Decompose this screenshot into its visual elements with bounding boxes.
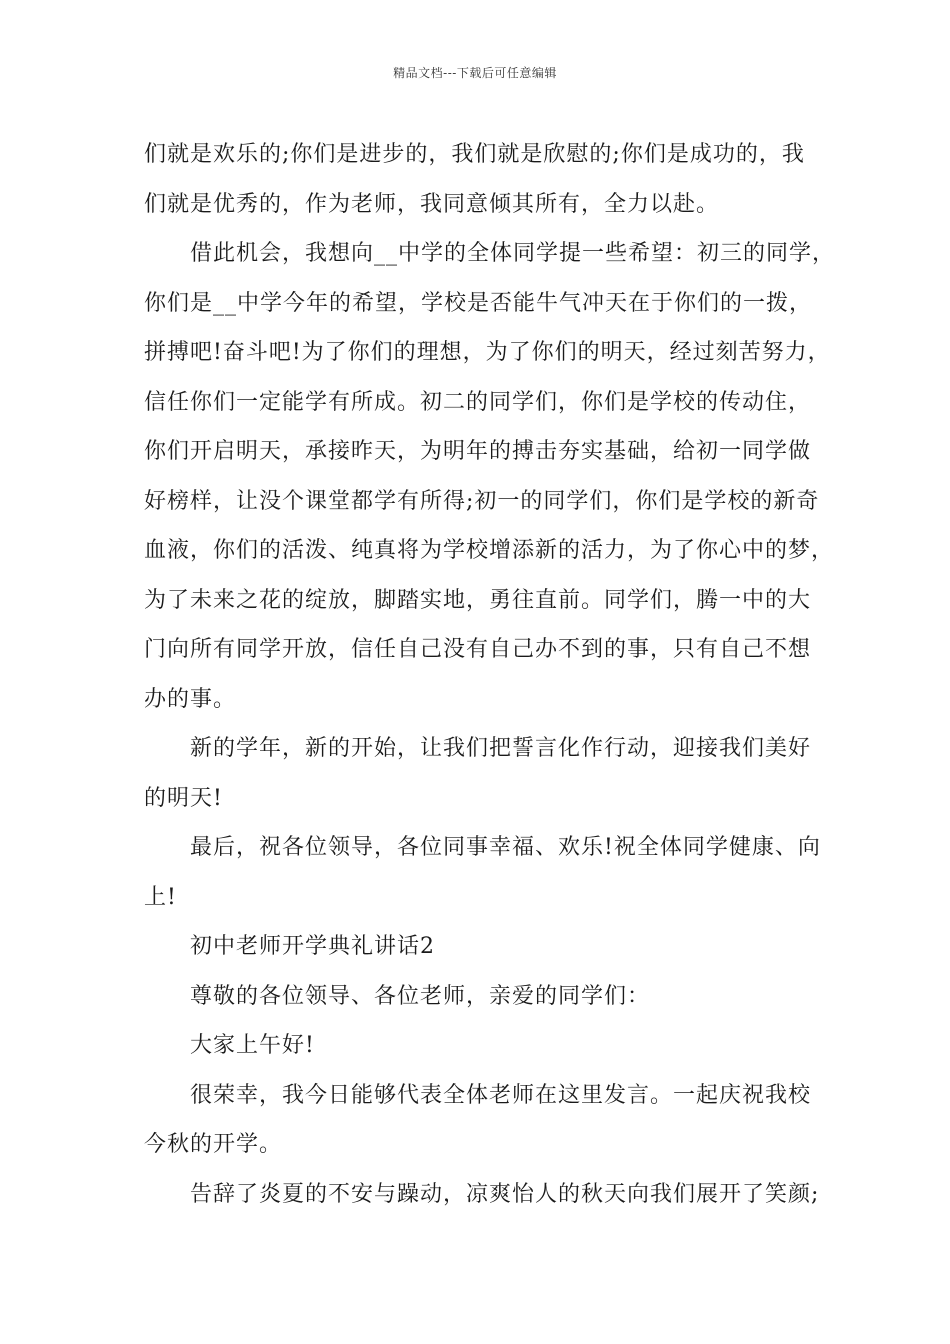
text-line: 们就是欢乐的;你们是进步的，我们就是欣慰的;你们是成功的，我 — [144, 142, 805, 167]
text-line: 信任你们一定能学有所成。初二的同学们，你们是学校的传动住， — [144, 389, 812, 415]
paragraph-start-line: 很荣幸，我今日能够代表全体老师在这里发言。一起庆祝我校 — [190, 1082, 812, 1108]
text-line: 拼搏吧!奋斗吧!为了你们的理想，为了你们的明天，经过刻苦努力， — [144, 340, 831, 365]
text-line: 门向所有同学开放，信任自己没有自己办不到的事，只有自己不想 — [144, 637, 812, 662]
paragraph-start-line: 最后，祝各位领导，各位同事幸福、欢乐!祝全体同学健康、向 — [190, 835, 821, 860]
text-line: 办的事。 — [144, 686, 237, 712]
text-line: 的明天! — [144, 785, 223, 811]
paragraph-start-line: 借此机会，我想向__中学的全体同学提一些希望：初三的同学， — [190, 241, 836, 266]
text-line: 你们是__中学今年的希望，学校是否能牛气冲天在于你们的一拨， — [144, 290, 813, 316]
paragraph-start-line: 新的学年，新的开始，让我们把誓言化作行动，迎接我们美好 — [190, 736, 812, 761]
document-body — [144, 130, 836, 1219]
paragraph-start-line: 告辞了炎夏的不安与躁动，凉爽怡人的秋天向我们展开了笑颜; — [190, 1181, 820, 1207]
section-title: 初中老师开学典礼讲话2 — [190, 934, 435, 959]
text-line: 为了未来之花的绽放，脚踏实地，勇往直前。同学们，腾一中的大 — [144, 587, 812, 613]
text-line: 好榜样，让没个课堂都学有所得;初一的同学们，你们是学校的新奇 — [144, 488, 820, 514]
greeting-line: 大家上午好! — [190, 1033, 315, 1058]
text-line: 们就是优秀的，作为老师，我同意倾其所有，全力以赴。 — [144, 191, 720, 217]
text-line: 你们开启明天，承接昨天，为明年的搏击夯实基础，给初一同学做 — [144, 439, 812, 464]
page-header: 精品文档---下载后可任意编辑 — [393, 66, 557, 80]
text-line: 血液，你们的活泼、纯真将为学校增添新的活力，为了你心中的梦， — [144, 538, 835, 563]
salutation-line: 尊敬的各位领导、各位老师，亲爱的同学们： — [190, 983, 651, 1009]
text-line: 上! — [144, 884, 177, 910]
text-line: 今秋的开学。 — [144, 1132, 283, 1157]
